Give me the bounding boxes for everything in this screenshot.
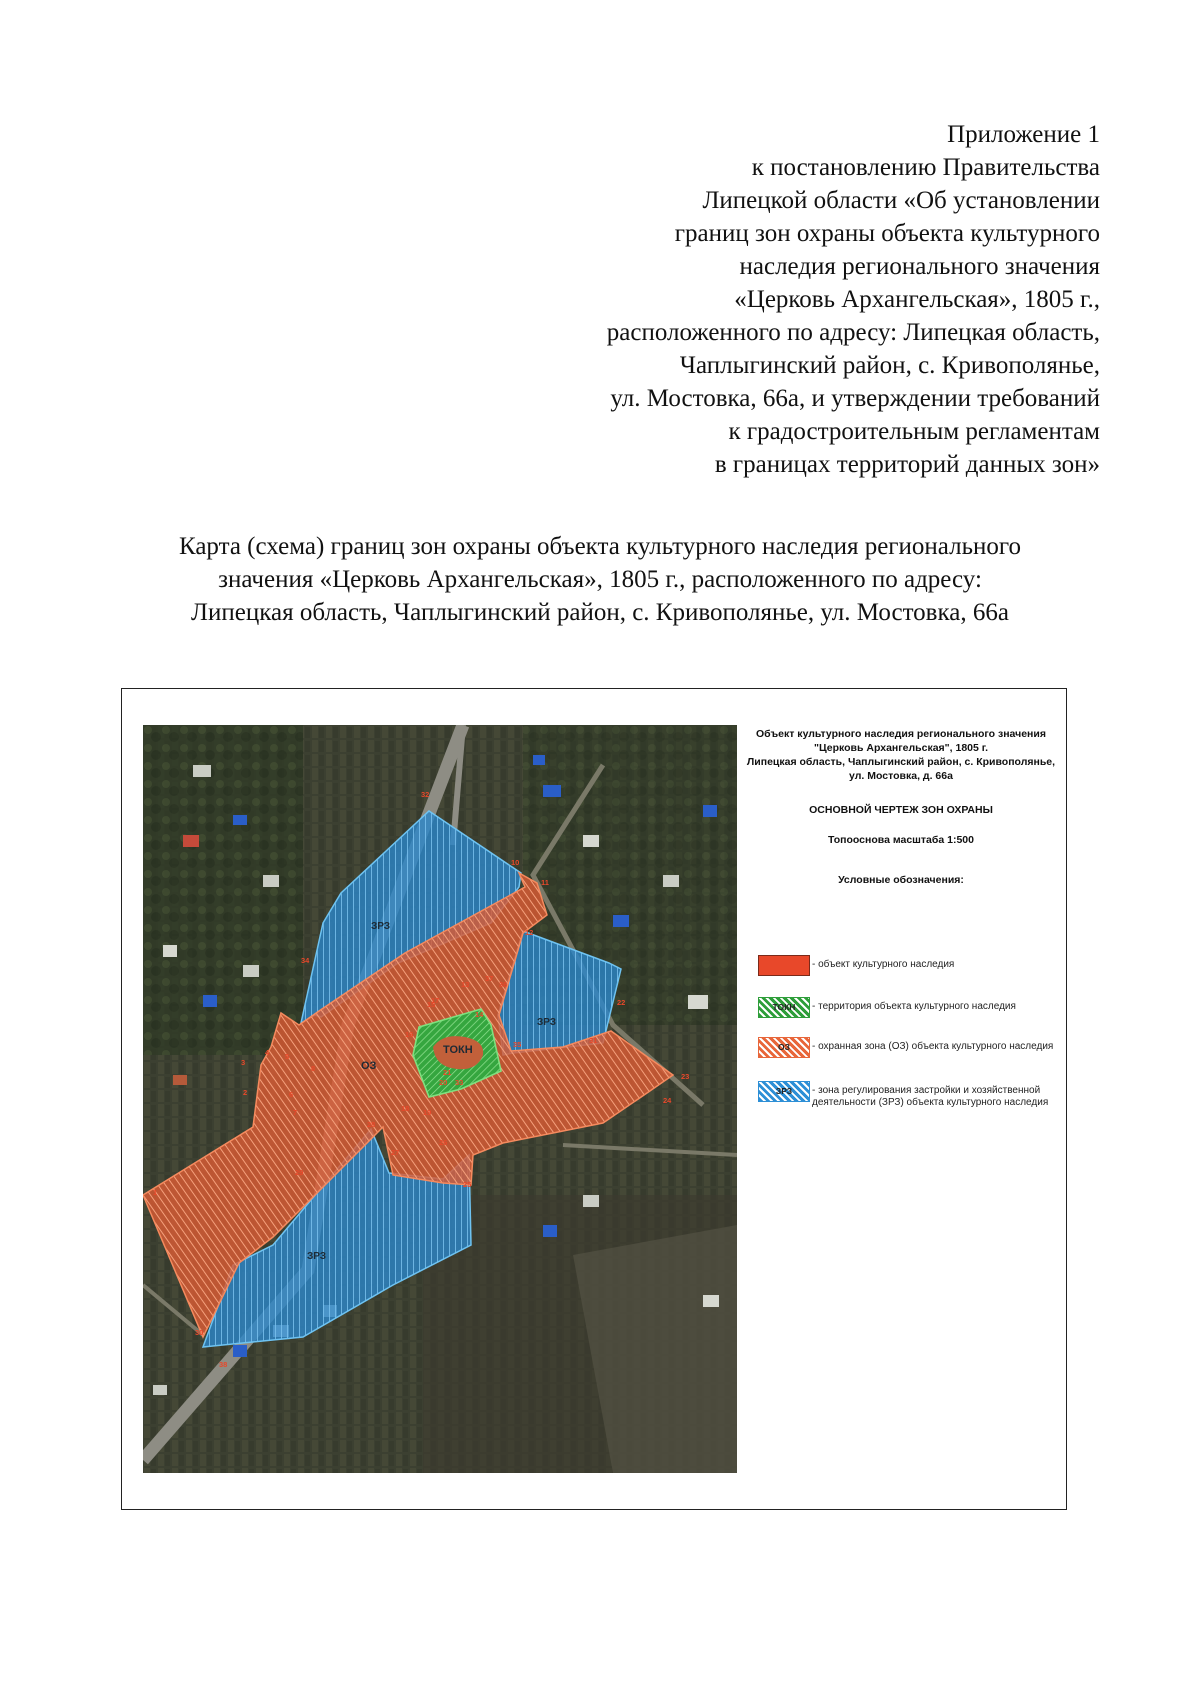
map-title-line: Липецкая область, Чаплыгинский район, с. Кривополянье, ул. Мостовка, 66а [191, 599, 1009, 626]
legend-swatch-code: ЗРЗ [775, 1086, 793, 1096]
legend-item [742, 1081, 1060, 1121]
legend-item-line: - территория объекта культурного наследия [812, 1001, 1016, 1012]
boundary-point-label: 29 [295, 1168, 304, 1177]
boundary-point-label: 1 [153, 1188, 158, 1197]
appendix-line: к постановлению Правительства [751, 154, 1100, 181]
tree-area-nw [143, 725, 303, 1055]
appendix-line: к градостроительным регламентам [728, 418, 1100, 445]
appendix-line: «Церковь Архангельская», 1805 г., [734, 286, 1100, 313]
map-title-line: Карта (схема) границ зон охраны объекта культурного наследия регионального [178, 533, 1022, 560]
legend-item-text [812, 1001, 1060, 1013]
legend-swatch [758, 1081, 810, 1102]
legend-scale: Топооснова масштаба 1:500 [827, 834, 974, 846]
boundary-point-label: 24 [663, 1096, 672, 1105]
zone-label-zrz-north: ЗРЗ [371, 921, 391, 932]
legend-item [742, 955, 1060, 995]
boundary-point-label: 15 [427, 1000, 436, 1009]
boundary-point-label: 20 [439, 1078, 448, 1087]
boundary-point-label: 31 [589, 1036, 598, 1045]
boundary-point-label: 14 [475, 1010, 484, 1019]
legend-item-text [812, 1085, 1060, 1109]
boundary-point-label: 7 [293, 1108, 298, 1117]
legend-header-line: "Церковь Архангельская", 1805 г. [814, 742, 988, 754]
zone-label-zrz-east: ЗРЗ [537, 1017, 557, 1028]
boundary-point-label: 38 [219, 1360, 228, 1369]
boundary-point-label: 25 [463, 1180, 472, 1189]
boundary-point-label: 26 [439, 1138, 448, 1147]
boundary-point-label: 12 [525, 928, 534, 937]
appendix-line: ул. Мостовка, 66а, и утверждении требований [610, 385, 1100, 412]
map-legend [742, 727, 1060, 1108]
legend-header-line: Объект культурного наследия регионального значения [755, 728, 1046, 740]
legend-header [742, 727, 1060, 783]
legend-item-line: - охранная зона (ОЗ) объекта культурного наследия [812, 1041, 1054, 1052]
boundary-point-label: 30 [195, 1328, 204, 1337]
boundary-point-label: 11 [541, 878, 549, 887]
boundary-point-label: 28 [367, 1120, 376, 1129]
boundary-point-label: 3 [241, 1058, 246, 1067]
appendix-note [340, 118, 1100, 481]
boundary-point-label: 36 [499, 980, 508, 989]
boundary-point-label: 35 [513, 1040, 522, 1049]
legend-drawing-title: ОСНОВНОЙ ЧЕРТЕЖ ЗОН ОХРАНЫ [809, 804, 993, 816]
legend-swatch-code: ОЗ [778, 1042, 790, 1052]
boundary-point-label: 32 [421, 790, 430, 799]
map-title [120, 530, 1080, 629]
legend-header-line: ул. Мостовка, д. 66а [849, 770, 953, 782]
legend-item-line: - объект культурного наследия [812, 959, 955, 970]
boundary-point-label: 23 [681, 1072, 690, 1081]
legend-item-text [812, 959, 1060, 971]
boundary-point-label: 18 [401, 1104, 410, 1113]
legend-header-line: Липецкая область, Чаплыгинский район, с. Кривополянье, [746, 756, 1056, 768]
appendix-line: наследия регионального значения [739, 253, 1100, 280]
legend-conventions-title: Условные обозначения: [838, 874, 964, 886]
zone-label-tokn: ТОКН [443, 1044, 473, 1056]
boundary-point-label: 33 [455, 1078, 464, 1087]
boundary-point-label: 17 [431, 996, 440, 1005]
boundary-point-label: 27 [391, 1148, 400, 1157]
legend-swatch [758, 955, 810, 976]
boundary-point-label: 37 [485, 974, 494, 983]
appendix-line: Чаплыгинский район, с. Кривополянье, [679, 352, 1100, 379]
legend-item-line: - зона регулирования застройки и хозяйственной [812, 1085, 1041, 1096]
zone-label-zrz-south: ЗРЗ [307, 1251, 327, 1262]
appendix-line: Приложение 1 [947, 121, 1100, 148]
appendix-line: границ зон охраны объекта культурного [674, 220, 1100, 247]
appendix-line: в границах территорий данных зон» [714, 451, 1100, 478]
map-scheme [143, 725, 737, 1473]
map-frame [121, 688, 1067, 1510]
boundary-point-label: 5 [285, 1052, 290, 1061]
boundary-point-label: 4 [265, 1048, 270, 1057]
boundary-point-label: 16 [405, 1030, 414, 1039]
boundary-point-label: 10 [511, 858, 520, 867]
appendix-line: Липецкой области «Об установлении [702, 187, 1100, 214]
boundary-point-label: 13 [461, 980, 470, 989]
legend-item-line: деятельности (ЗРЗ) объекта культурного наследия [812, 1097, 1049, 1108]
legend-item [742, 997, 1060, 1037]
map-title-line: значения «Церковь Архангельская», 1805 г., расположенного по адресу: [218, 566, 982, 593]
legend-swatch-code: ТОКН [772, 1002, 796, 1012]
legend-item-text [812, 1041, 1060, 1053]
boundary-point-label: 8 [311, 1064, 316, 1073]
appendix-line: расположенного по адресу: Липецкая область, [606, 319, 1100, 346]
boundary-point-label: 21 [443, 1068, 452, 1077]
boundary-point-label: 19 [423, 1108, 432, 1117]
legend-swatch [758, 1037, 810, 1058]
legend-item [742, 1037, 1060, 1077]
zone-label-oz: ОЗ [361, 1060, 377, 1072]
boundary-point-label: 34 [301, 956, 310, 965]
boundary-point-label: 22 [617, 998, 626, 1007]
boundary-point-label: 2 [243, 1088, 248, 1097]
boundary-point-label: 6 [289, 1090, 294, 1099]
legend-swatch [758, 997, 810, 1018]
